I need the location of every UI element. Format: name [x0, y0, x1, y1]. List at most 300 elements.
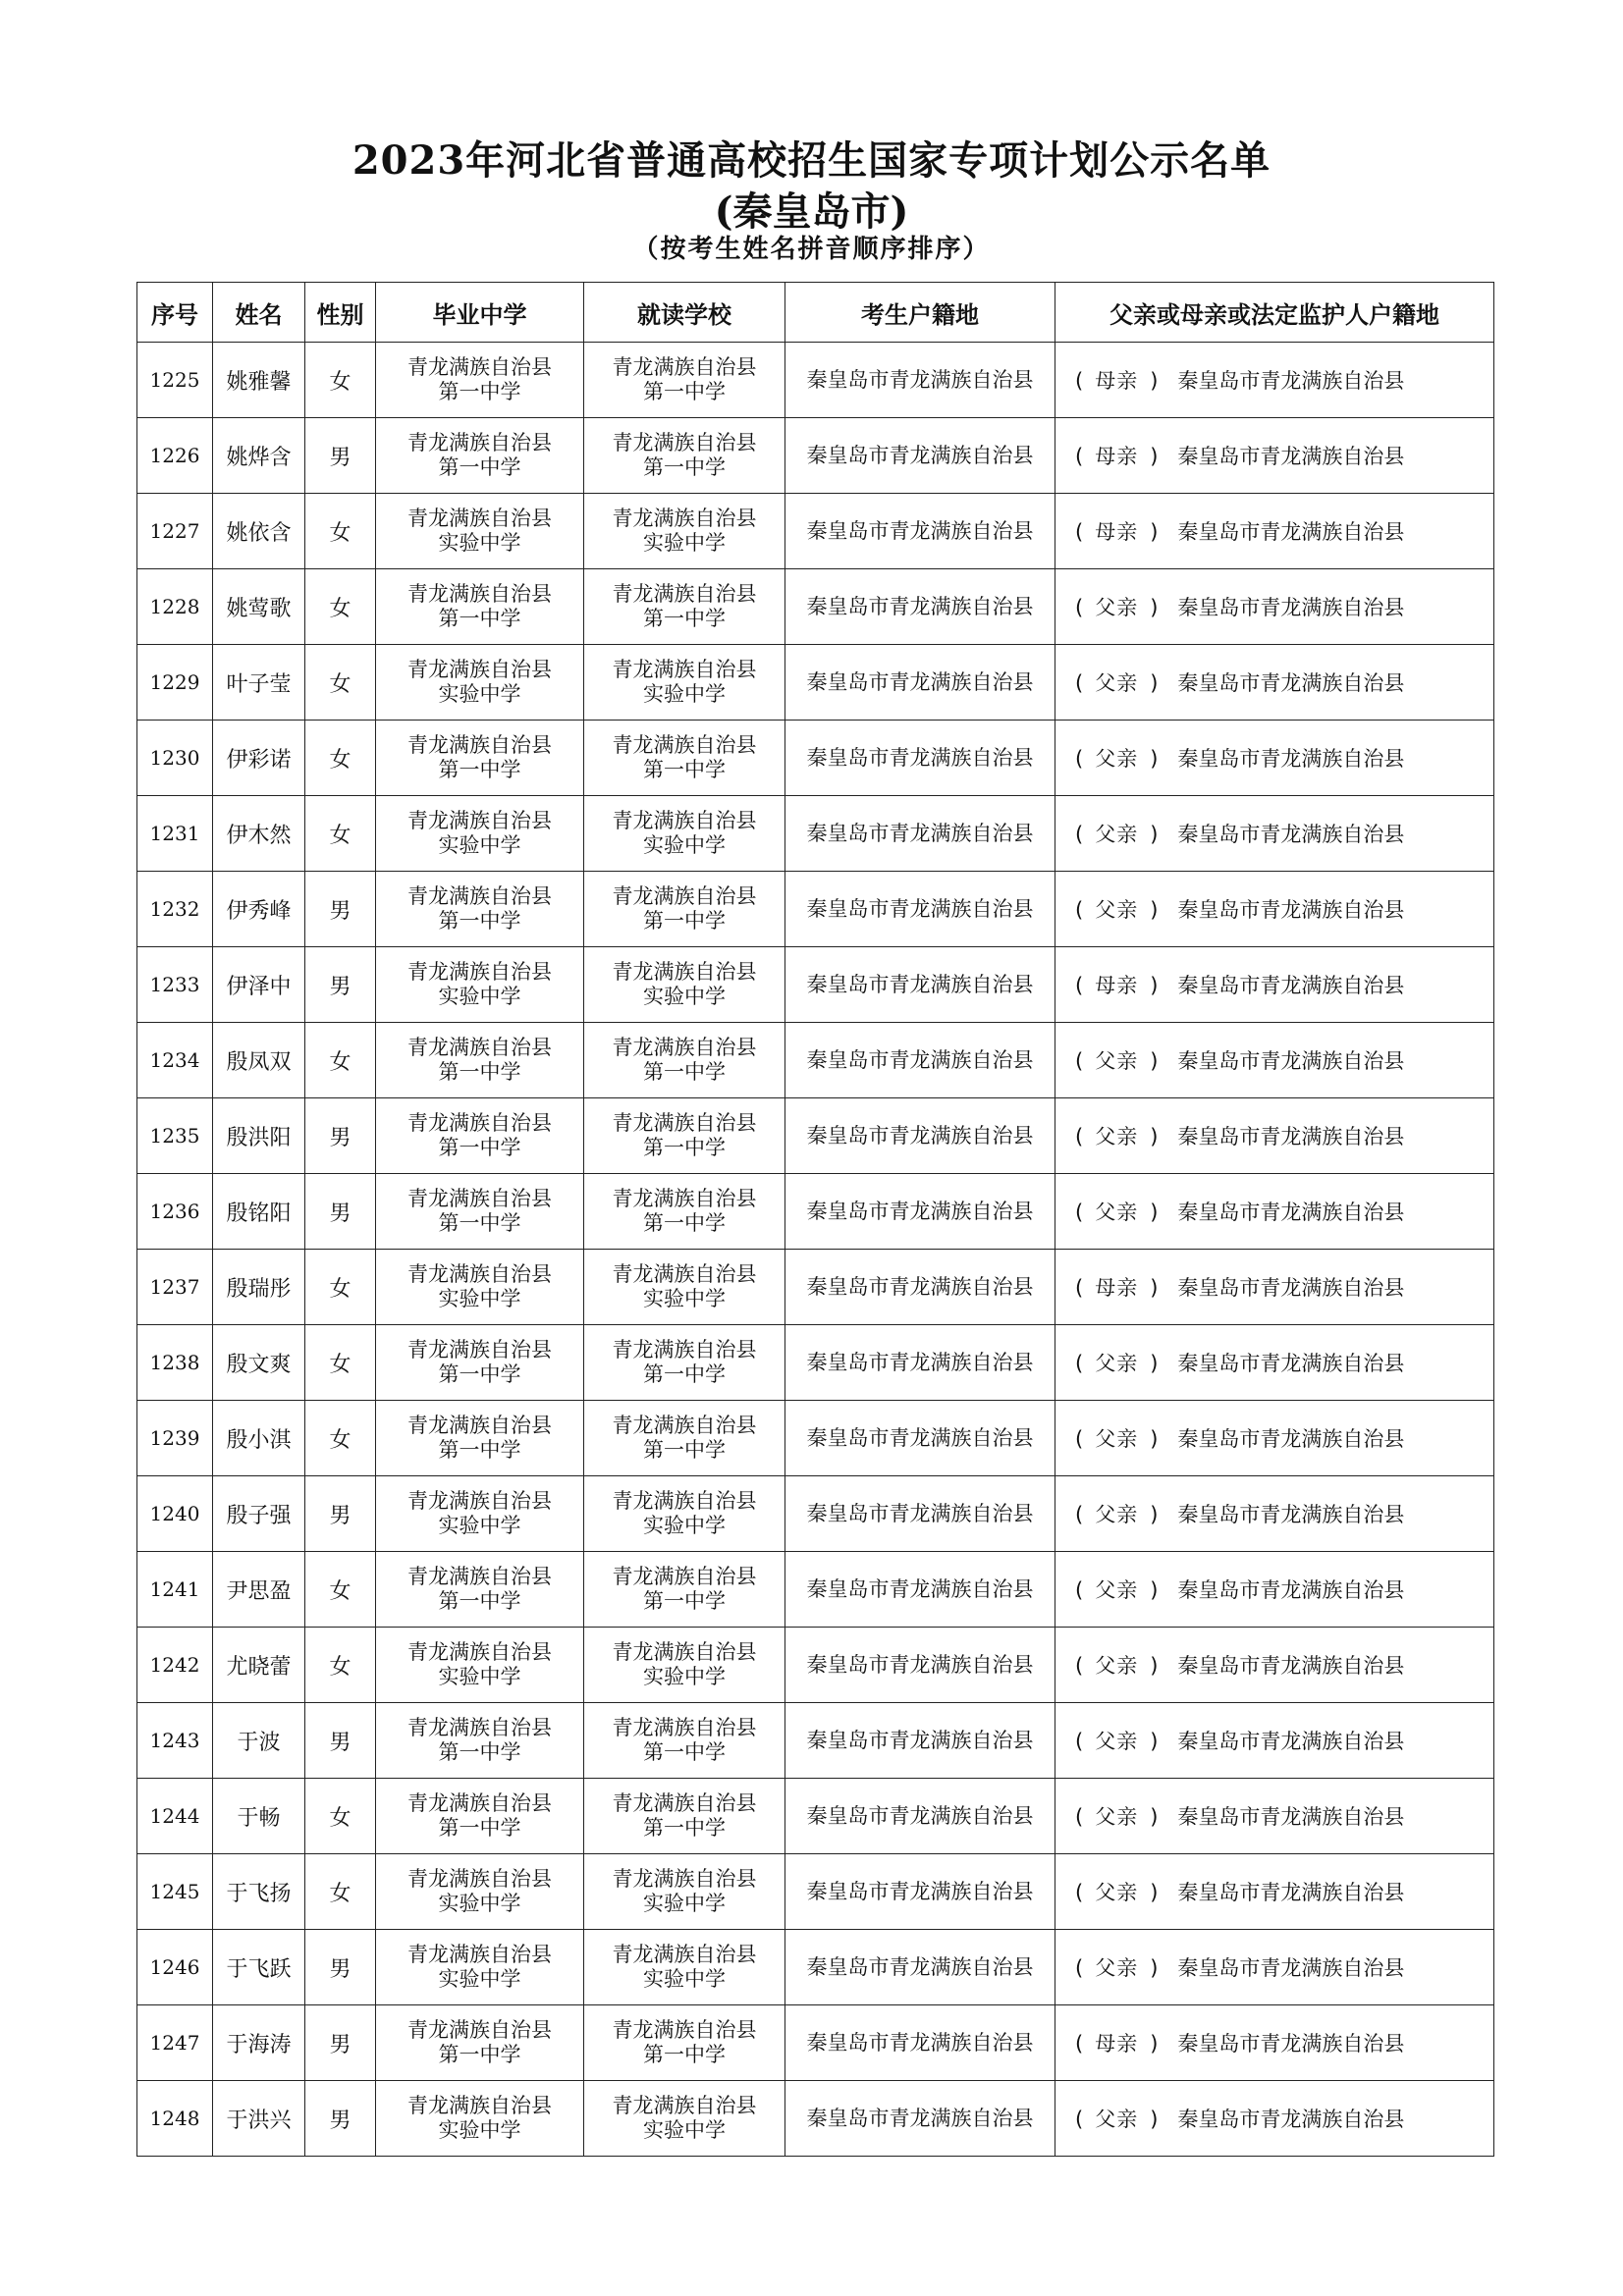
open-paren: (: [1075, 1503, 1084, 1526]
cell-current-school: [584, 1703, 785, 1779]
cell-seq: 1232: [137, 872, 213, 947]
current-school-line1: 青龙满族自治县: [612, 582, 757, 606]
col-header-graduation-school: 毕业中学: [376, 283, 584, 343]
open-paren: (: [1075, 1276, 1084, 1300]
graduation-school-line2: 第一中学: [438, 1740, 521, 1764]
cell-current-school: [584, 2081, 785, 2157]
cell-seq: 1231: [137, 796, 213, 872]
cell-parent-hukou: [1055, 569, 1494, 645]
open-paren: (: [1075, 1578, 1084, 1602]
cell-seq: 1234: [137, 1023, 213, 1098]
close-paren: ): [1150, 974, 1159, 997]
page-subtitle: (秦皇岛市): [714, 188, 909, 235]
cell-student-hukou: 秦皇岛市青龙满族自治县: [785, 872, 1055, 947]
current-school-line2: 实验中学: [643, 531, 726, 555]
cell-seq: 1238: [137, 1325, 213, 1401]
cell-parent-hukou: [1055, 721, 1494, 796]
parent-relation: 父亲: [1095, 747, 1139, 771]
current-school-line1: 青龙满族自治县: [612, 1640, 757, 1664]
cell-student-hukou: 秦皇岛市青龙满族自治县: [785, 1930, 1055, 2005]
cell-name: 殷小淇: [213, 1401, 305, 1476]
parent-relation: 父亲: [1095, 596, 1139, 619]
open-paren: (: [1075, 747, 1084, 771]
cell-parent-hukou: [1055, 494, 1494, 569]
cell-gender: 男: [305, 2005, 376, 2081]
graduation-school-line2: 实验中学: [438, 2118, 521, 2142]
parent-place: 秦皇岛市青龙满族自治县: [1177, 1654, 1405, 1678]
current-school-line1: 青龙满族自治县: [612, 1262, 757, 1286]
cell-parent-hukou: [1055, 1250, 1494, 1325]
open-paren: (: [1075, 445, 1084, 468]
graduation-school-line2: 实验中学: [438, 833, 521, 857]
parent-place: 秦皇岛市青龙满族自治县: [1177, 1201, 1405, 1224]
cell-seq: 1247: [137, 2005, 213, 2081]
cell-student-hukou: 秦皇岛市青龙满族自治县: [785, 1098, 1055, 1174]
table-body: [137, 343, 1494, 2157]
open-paren: (: [1075, 1427, 1084, 1451]
cell-name: 于海涛: [213, 2005, 305, 2081]
cell-student-hukou: 秦皇岛市青龙满族自治县: [785, 947, 1055, 1023]
current-school-line2: 第一中学: [643, 1211, 726, 1235]
table-row: [137, 1098, 1494, 1174]
close-paren: ): [1150, 1503, 1159, 1526]
graduation-school-line1: 青龙满族自治县: [407, 1489, 552, 1513]
current-school-line2: 第一中学: [643, 1362, 726, 1386]
current-school-line2: 第一中学: [643, 455, 726, 479]
cell-student-hukou: 秦皇岛市青龙满族自治县: [785, 1174, 1055, 1250]
current-school-line2: 实验中学: [643, 1514, 726, 1537]
cell-seq: 1248: [137, 2081, 213, 2157]
current-school-line2: 实验中学: [643, 682, 726, 706]
cell-parent-hukou: [1055, 1325, 1494, 1401]
table-row: [137, 721, 1494, 796]
cell-graduation-school: [376, 1628, 584, 1703]
graduation-school-line2: 第一中学: [438, 2043, 521, 2066]
table-row: [137, 1023, 1494, 1098]
cell-student-hukou: 秦皇岛市青龙满族自治县: [785, 1552, 1055, 1628]
parent-relation: 母亲: [1095, 974, 1139, 997]
cell-student-hukou: 秦皇岛市青龙满族自治县: [785, 721, 1055, 796]
open-paren: (: [1075, 2032, 1084, 2056]
cell-name: 殷文爽: [213, 1325, 305, 1401]
parent-place: 秦皇岛市青龙满族自治县: [1177, 596, 1405, 619]
cell-seq: 1229: [137, 645, 213, 721]
open-paren: (: [1075, 1654, 1084, 1678]
table-header-row: [137, 283, 1494, 343]
cell-gender: 男: [305, 1703, 376, 1779]
cell-gender: 女: [305, 1628, 376, 1703]
table-row: [137, 1930, 1494, 2005]
close-paren: ): [1150, 823, 1159, 846]
cell-student-hukou: 秦皇岛市青龙满族自治县: [785, 569, 1055, 645]
table-row: [137, 1250, 1494, 1325]
close-paren: ): [1150, 747, 1159, 771]
cell-graduation-school: [376, 1854, 584, 1930]
cell-gender: 女: [305, 721, 376, 796]
graduation-school-line2: 第一中学: [438, 607, 521, 630]
cell-parent-hukou: [1055, 2005, 1494, 2081]
cell-parent-hukou: [1055, 1779, 1494, 1854]
open-paren: (: [1075, 1881, 1084, 1904]
parent-relation: 父亲: [1095, 1427, 1139, 1451]
cell-graduation-school: [376, 947, 584, 1023]
parent-relation: 父亲: [1095, 1654, 1139, 1678]
cell-student-hukou: 秦皇岛市青龙满族自治县: [785, 1476, 1055, 1552]
parent-relation: 母亲: [1095, 2032, 1139, 2056]
cell-student-hukou: 秦皇岛市青龙满族自治县: [785, 2081, 1055, 2157]
current-school-line1: 青龙满族自治县: [612, 355, 757, 379]
cell-seq: 1239: [137, 1401, 213, 1476]
cell-gender: 女: [305, 1250, 376, 1325]
parent-place: 秦皇岛市青龙满族自治县: [1177, 1049, 1405, 1073]
graduation-school-line1: 青龙满族自治县: [407, 658, 552, 681]
cell-gender: 女: [305, 1779, 376, 1854]
parent-place: 秦皇岛市青龙满族自治县: [1177, 898, 1405, 922]
current-school-line1: 青龙满族自治县: [612, 1111, 757, 1135]
cell-graduation-school: [376, 1174, 584, 1250]
current-school-line1: 青龙满族自治县: [612, 1943, 757, 1966]
graduation-school-line1: 青龙满族自治县: [407, 582, 552, 606]
graduation-school-line1: 青龙满族自治县: [407, 2018, 552, 2042]
current-school-line1: 青龙满族自治县: [612, 1414, 757, 1437]
cell-name: 于畅: [213, 1779, 305, 1854]
cell-seq: 1235: [137, 1098, 213, 1174]
current-school-line1: 青龙满族自治县: [612, 507, 757, 530]
cell-name: 姚依含: [213, 494, 305, 569]
parent-relation: 父亲: [1095, 1805, 1139, 1829]
cell-name: 姚烨含: [213, 418, 305, 494]
parent-place: 秦皇岛市青龙满族自治县: [1177, 1503, 1405, 1526]
cell-seq: 1243: [137, 1703, 213, 1779]
cell-gender: 女: [305, 494, 376, 569]
parent-relation: 父亲: [1095, 898, 1139, 922]
col-header-parent-hukou: 父亲或母亲或法定监护人户籍地: [1055, 283, 1494, 343]
graduation-school-line1: 青龙满族自治县: [407, 809, 552, 832]
cell-graduation-school: [376, 418, 584, 494]
graduation-school-line1: 青龙满族自治县: [407, 1716, 552, 1739]
col-header-gender: 性别: [305, 283, 376, 343]
cell-graduation-school: [376, 1325, 584, 1401]
open-paren: (: [1075, 1049, 1084, 1073]
cell-seq: 1233: [137, 947, 213, 1023]
cell-student-hukou: 秦皇岛市青龙满族自治县: [785, 494, 1055, 569]
current-school-line2: 实验中学: [643, 1665, 726, 1688]
cell-gender: 女: [305, 1854, 376, 1930]
cell-name: 姚雅馨: [213, 343, 305, 418]
cell-parent-hukou: [1055, 1023, 1494, 1098]
cell-name: 伊木然: [213, 796, 305, 872]
cell-current-school: [584, 645, 785, 721]
graduation-school-line1: 青龙满族自治县: [407, 733, 552, 757]
parent-relation: 父亲: [1095, 1201, 1139, 1224]
close-paren: ): [1150, 1730, 1159, 1753]
table-row: [137, 1476, 1494, 1552]
current-school-line2: 实验中学: [643, 1892, 726, 1915]
cell-gender: 女: [305, 1552, 376, 1628]
graduation-school-line2: 实验中学: [438, 1892, 521, 1915]
close-paren: ): [1150, 1881, 1159, 1904]
cell-parent-hukou: [1055, 1476, 1494, 1552]
open-paren: (: [1075, 974, 1084, 997]
parent-place: 秦皇岛市青龙满族自治县: [1177, 369, 1405, 393]
current-school-line1: 青龙满族自治县: [612, 960, 757, 984]
open-paren: (: [1075, 369, 1084, 393]
graduation-school-line2: 第一中学: [438, 455, 521, 479]
close-paren: ): [1150, 1276, 1159, 1300]
graduation-school-line2: 第一中学: [438, 1589, 521, 1613]
cell-seq: 1236: [137, 1174, 213, 1250]
col-header-seq: 序号: [137, 283, 213, 343]
parent-relation: 父亲: [1095, 1049, 1139, 1073]
cell-graduation-school: [376, 796, 584, 872]
cell-parent-hukou: [1055, 418, 1494, 494]
close-paren: ): [1150, 520, 1159, 544]
cell-parent-hukou: [1055, 1098, 1494, 1174]
cell-parent-hukou: [1055, 1552, 1494, 1628]
cell-current-school: [584, 1552, 785, 1628]
col-header-current-school: 就读学校: [584, 283, 785, 343]
graduation-school-line2: 第一中学: [438, 1438, 521, 1462]
page-title: 2023年河北省普通高校招生国家专项计划公示名单: [352, 137, 1271, 184]
col-header-name: 姓名: [213, 283, 305, 343]
parent-place: 秦皇岛市青龙满族自治县: [1177, 1125, 1405, 1148]
cell-graduation-school: [376, 1703, 584, 1779]
close-paren: ): [1150, 2032, 1159, 2056]
cell-seq: 1240: [137, 1476, 213, 1552]
current-school-line1: 青龙满族自治县: [612, 1036, 757, 1059]
graduation-school-line1: 青龙满族自治县: [407, 1187, 552, 1210]
close-paren: ): [1150, 596, 1159, 619]
table-row: [137, 872, 1494, 947]
cell-student-hukou: 秦皇岛市青龙满族自治县: [785, 1703, 1055, 1779]
close-paren: ): [1150, 445, 1159, 468]
current-school-line2: 第一中学: [643, 758, 726, 781]
cell-name: 尹思盈: [213, 1552, 305, 1628]
graduation-school-line1: 青龙满族自治县: [407, 2094, 552, 2117]
cell-graduation-school: [376, 2081, 584, 2157]
current-school-line2: 第一中学: [643, 1438, 726, 1462]
graduation-school-line2: 第一中学: [438, 1362, 521, 1386]
open-paren: (: [1075, 1352, 1084, 1375]
current-school-line2: 第一中学: [643, 1816, 726, 1840]
graduation-school-line2: 第一中学: [438, 758, 521, 781]
open-paren: (: [1075, 671, 1084, 695]
graduation-school-line2: 实验中学: [438, 682, 521, 706]
parent-relation: 父亲: [1095, 1578, 1139, 1602]
parent-relation: 母亲: [1095, 1276, 1139, 1300]
parent-place: 秦皇岛市青龙满族自治县: [1177, 2108, 1405, 2131]
cell-seq: 1244: [137, 1779, 213, 1854]
cell-current-school: [584, 569, 785, 645]
cell-seq: 1225: [137, 343, 213, 418]
current-school-line1: 青龙满族自治县: [612, 2094, 757, 2117]
cell-name: 于洪兴: [213, 2081, 305, 2157]
open-paren: (: [1075, 1956, 1084, 1980]
table-row: [137, 1552, 1494, 1628]
cell-gender: 男: [305, 1930, 376, 2005]
table-row: [137, 2005, 1494, 2081]
close-paren: ): [1150, 1049, 1159, 1073]
graduation-school-line2: 第一中学: [438, 909, 521, 933]
cell-name: 殷凤双: [213, 1023, 305, 1098]
cell-gender: 男: [305, 418, 376, 494]
table-row: [137, 645, 1494, 721]
roster-table: [136, 282, 1494, 2157]
cell-student-hukou: 秦皇岛市青龙满族自治县: [785, 645, 1055, 721]
cell-student-hukou: 秦皇岛市青龙满族自治县: [785, 796, 1055, 872]
cell-student-hukou: 秦皇岛市青龙满族自治县: [785, 1023, 1055, 1098]
parent-place: 秦皇岛市青龙满族自治县: [1177, 1427, 1405, 1451]
parent-relation: 父亲: [1095, 1730, 1139, 1753]
table-row: [137, 1703, 1494, 1779]
current-school-line1: 青龙满族自治县: [612, 2018, 757, 2042]
cell-current-school: [584, 494, 785, 569]
parent-relation: 母亲: [1095, 445, 1139, 468]
cell-name: 姚莺歌: [213, 569, 305, 645]
cell-current-school: [584, 947, 785, 1023]
parent-place: 秦皇岛市青龙满族自治县: [1177, 1730, 1405, 1753]
cell-parent-hukou: [1055, 947, 1494, 1023]
current-school-line1: 青龙满族自治县: [612, 884, 757, 908]
cell-parent-hukou: [1055, 1628, 1494, 1703]
cell-current-school: [584, 1628, 785, 1703]
cell-graduation-school: [376, 494, 584, 569]
table-row: [137, 796, 1494, 872]
parent-relation: 父亲: [1095, 1956, 1139, 1980]
parent-relation: 父亲: [1095, 1881, 1139, 1904]
cell-current-school: [584, 1098, 785, 1174]
cell-graduation-school: [376, 1098, 584, 1174]
open-paren: (: [1075, 1201, 1084, 1224]
cell-name: 殷瑞彤: [213, 1250, 305, 1325]
open-paren: (: [1075, 596, 1084, 619]
cell-graduation-school: [376, 569, 584, 645]
parent-relation: 父亲: [1095, 1125, 1139, 1148]
current-school-line1: 青龙满族自治县: [612, 1187, 757, 1210]
current-school-line2: 第一中学: [643, 1136, 726, 1159]
cell-current-school: [584, 1930, 785, 2005]
parent-relation: 父亲: [1095, 1352, 1139, 1375]
graduation-school-line1: 青龙满族自治县: [407, 1565, 552, 1588]
table-row: [137, 418, 1494, 494]
cell-graduation-school: [376, 1779, 584, 1854]
current-school-line2: 第一中学: [643, 909, 726, 933]
cell-graduation-school: [376, 721, 584, 796]
open-paren: (: [1075, 1125, 1084, 1148]
graduation-school-line1: 青龙满族自治县: [407, 1867, 552, 1891]
table-row: [137, 1628, 1494, 1703]
graduation-school-line1: 青龙满族自治县: [407, 1262, 552, 1286]
graduation-school-line1: 青龙满族自治县: [407, 355, 552, 379]
cell-graduation-school: [376, 343, 584, 418]
current-school-line1: 青龙满族自治县: [612, 1489, 757, 1513]
graduation-school-line1: 青龙满族自治县: [407, 1111, 552, 1135]
cell-current-school: [584, 721, 785, 796]
current-school-line2: 实验中学: [643, 2118, 726, 2142]
cell-gender: 女: [305, 569, 376, 645]
open-paren: (: [1075, 823, 1084, 846]
cell-name: 尤晓蕾: [213, 1628, 305, 1703]
graduation-school-line1: 青龙满族自治县: [407, 507, 552, 530]
graduation-school-line2: 第一中学: [438, 1211, 521, 1235]
cell-gender: 女: [305, 343, 376, 418]
parent-place: 秦皇岛市青龙满族自治县: [1177, 445, 1405, 468]
cell-parent-hukou: [1055, 1174, 1494, 1250]
current-school-line2: 第一中学: [643, 2043, 726, 2066]
parent-relation: 父亲: [1095, 1503, 1139, 1526]
cell-gender: 男: [305, 1476, 376, 1552]
cell-gender: 女: [305, 796, 376, 872]
parent-place: 秦皇岛市青龙满族自治县: [1177, 1881, 1405, 1904]
open-paren: (: [1075, 2108, 1084, 2131]
graduation-school-line2: 实验中学: [438, 531, 521, 555]
current-school-line1: 青龙满族自治县: [612, 809, 757, 832]
graduation-school-line1: 青龙满族自治县: [407, 431, 552, 454]
current-school-line1: 青龙满族自治县: [612, 1338, 757, 1362]
cell-parent-hukou: [1055, 343, 1494, 418]
current-school-line1: 青龙满族自治县: [612, 1791, 757, 1815]
parent-place: 秦皇岛市青龙满族自治县: [1177, 520, 1405, 544]
cell-graduation-school: [376, 1401, 584, 1476]
graduation-school-line2: 第一中学: [438, 1816, 521, 1840]
close-paren: ): [1150, 1352, 1159, 1375]
table-row: [137, 947, 1494, 1023]
current-school-line1: 青龙满族自治县: [612, 1716, 757, 1739]
current-school-line2: 实验中学: [643, 833, 726, 857]
open-paren: (: [1075, 898, 1084, 922]
current-school-line1: 青龙满族自治县: [612, 431, 757, 454]
cell-graduation-school: [376, 872, 584, 947]
cell-current-school: [584, 1401, 785, 1476]
cell-student-hukou: 秦皇岛市青龙满族自治县: [785, 1779, 1055, 1854]
cell-student-hukou: 秦皇岛市青龙满族自治县: [785, 418, 1055, 494]
parent-relation: 父亲: [1095, 823, 1139, 846]
current-school-line2: 第一中学: [643, 1589, 726, 1613]
cell-seq: 1241: [137, 1552, 213, 1628]
cell-seq: 1228: [137, 569, 213, 645]
parent-place: 秦皇岛市青龙满族自治县: [1177, 1352, 1405, 1375]
table-row: [137, 1854, 1494, 1930]
cell-current-school: [584, 796, 785, 872]
cell-student-hukou: 秦皇岛市青龙满族自治县: [785, 1250, 1055, 1325]
cell-parent-hukou: [1055, 1401, 1494, 1476]
close-paren: ): [1150, 671, 1159, 695]
current-school-line1: 青龙满族自治县: [612, 1565, 757, 1588]
cell-graduation-school: [376, 1476, 584, 1552]
current-school-line2: 实验中学: [643, 1287, 726, 1310]
cell-current-school: [584, 2005, 785, 2081]
parent-place: 秦皇岛市青龙满族自治县: [1177, 1805, 1405, 1829]
cell-gender: 女: [305, 645, 376, 721]
parent-place: 秦皇岛市青龙满族自治县: [1177, 747, 1405, 771]
cell-parent-hukou: [1055, 2081, 1494, 2157]
table-row: [137, 569, 1494, 645]
graduation-school-line1: 青龙满族自治县: [407, 1640, 552, 1664]
close-paren: ): [1150, 1805, 1159, 1829]
table-row: [137, 1401, 1494, 1476]
cell-name: 伊泽中: [213, 947, 305, 1023]
parent-place: 秦皇岛市青龙满族自治县: [1177, 1578, 1405, 1602]
cell-student-hukou: 秦皇岛市青龙满族自治县: [785, 1325, 1055, 1401]
graduation-school-line2: 第一中学: [438, 1060, 521, 1084]
cell-graduation-school: [376, 1552, 584, 1628]
graduation-school-line2: 实验中学: [438, 1967, 521, 1991]
graduation-school-line1: 青龙满族自治县: [407, 1036, 552, 1059]
cell-graduation-school: [376, 645, 584, 721]
close-paren: ): [1150, 2108, 1159, 2131]
current-school-line1: 青龙满族自治县: [612, 733, 757, 757]
cell-gender: 男: [305, 872, 376, 947]
